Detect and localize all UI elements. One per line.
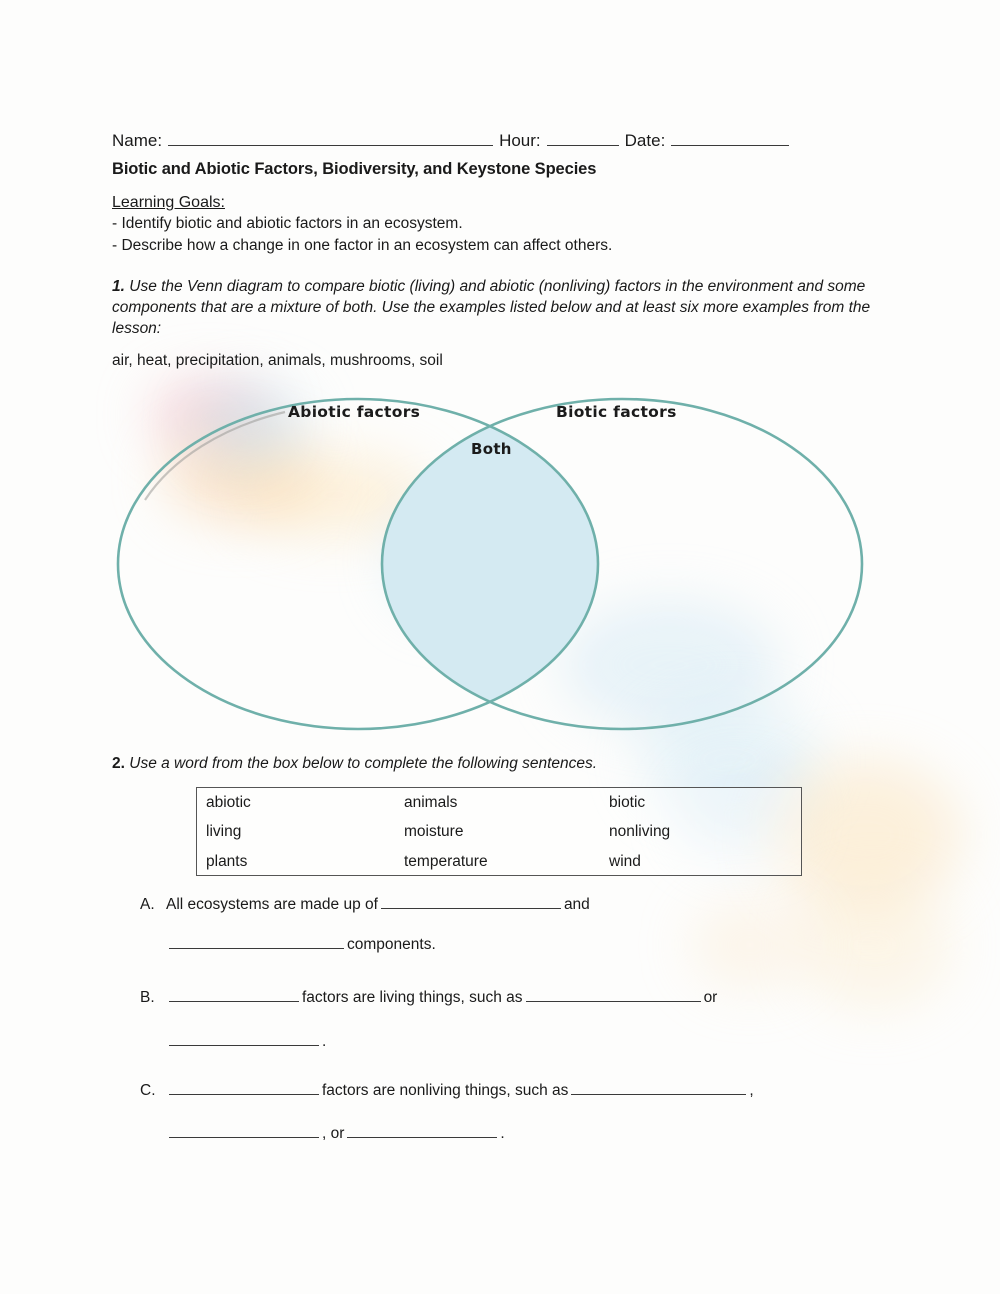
hour-blank[interactable] xyxy=(547,130,619,146)
item-c-line-2 xyxy=(166,1123,505,1143)
hour-label: Hour: xyxy=(499,131,541,150)
item-b-blank-2[interactable] xyxy=(526,987,701,1002)
item-a-line-1 xyxy=(140,894,590,914)
item-c-blank-1[interactable] xyxy=(169,1080,319,1095)
venn-overlap-region xyxy=(382,399,862,729)
item-c-blank-4[interactable] xyxy=(347,1123,497,1138)
item-c-line-1 xyxy=(140,1080,754,1100)
venn-label-both: Both xyxy=(471,440,512,458)
item-b-marker: B. xyxy=(140,989,155,1006)
word-bank-cell: wind xyxy=(609,852,641,870)
word-bank-row xyxy=(197,788,801,818)
learning-goal-1: - Identify biotic and abiotic factors in an ecosystem. xyxy=(112,215,463,232)
word-bank-cell: plants xyxy=(206,852,248,870)
item-a-blank-1[interactable] xyxy=(381,894,561,909)
word-bank-cell: temperature xyxy=(404,852,488,870)
question-2-prompt xyxy=(112,755,597,773)
scan-shadow-arc xyxy=(145,412,285,500)
question-1-examples: air, heat, precipitation, animals, mushrooms, soil xyxy=(112,352,443,369)
learning-goals-heading: Learning Goals: xyxy=(112,194,225,211)
item-c-text-mid-2: , or xyxy=(322,1125,345,1142)
word-bank-box xyxy=(196,787,802,876)
word-bank-cell: abiotic xyxy=(206,793,251,811)
item-b-blank-3[interactable] xyxy=(169,1031,319,1046)
item-b-line-1 xyxy=(140,987,717,1007)
venn-label-abiotic: Abiotic factors xyxy=(288,403,421,421)
venn-label-biotic: Biotic factors xyxy=(556,403,677,421)
item-a-text-end: components. xyxy=(347,936,436,953)
date-blank[interactable] xyxy=(671,130,789,146)
student-info-row xyxy=(112,130,872,151)
word-bank-row xyxy=(197,818,801,848)
item-a-line-2 xyxy=(166,934,436,954)
word-bank-row xyxy=(197,847,801,877)
word-bank-cell: living xyxy=(206,823,242,841)
learning-goal-2: - Describe how a change in one factor in an ecosystem can affect others. xyxy=(112,237,613,254)
name-blank[interactable] xyxy=(168,130,493,146)
item-c-blank-3[interactable] xyxy=(169,1123,319,1138)
question-1-number: 1. xyxy=(112,278,125,295)
question-1-text: Use the Venn diagram to compare biotic (living) and abiotic (nonliving) factors in the environment and some components that are a mixture of both. Use the examples listed below and at least six more examples from the lesson: xyxy=(112,278,871,337)
item-c-text-mid: factors are nonliving things, such as xyxy=(322,1082,569,1099)
word-bank-cell: moisture xyxy=(404,823,464,841)
item-a-text-pre: All ecosystems are made up of xyxy=(166,896,378,913)
item-b-blank-1[interactable] xyxy=(169,987,299,1002)
page-title: Biotic and Abiotic Factors, Biodiversity, and Keystone Species xyxy=(112,160,597,178)
word-bank-cell: animals xyxy=(404,793,458,811)
word-bank-cell: nonliving xyxy=(609,823,671,841)
question-2-number: 2. xyxy=(112,755,125,772)
watercolor-wash-peach-5 xyxy=(690,900,810,990)
watercolor-wash-peach-4 xyxy=(800,880,950,1010)
item-c-text-post: , xyxy=(749,1082,754,1099)
item-a-text-post: and xyxy=(563,896,590,913)
item-c-text-end: . xyxy=(500,1125,505,1142)
item-c-marker: C. xyxy=(140,1082,156,1099)
item-b-text-post: or xyxy=(703,989,718,1006)
item-b-text-mid: factors are living things, such as xyxy=(302,989,523,1006)
item-a-blank-2[interactable] xyxy=(169,934,344,949)
question-2-text: Use a word from the box below to complete the following sentences. xyxy=(129,755,598,772)
item-c-blank-2[interactable] xyxy=(571,1080,746,1095)
question-1-prompt xyxy=(112,276,877,339)
item-b-line-2 xyxy=(166,1031,326,1051)
item-a-marker: A. xyxy=(140,896,155,913)
venn-diagram xyxy=(105,392,875,737)
name-label: Name: xyxy=(112,131,163,150)
date-label: Date: xyxy=(624,131,666,150)
item-b-text-end: . xyxy=(322,1033,327,1050)
word-bank-cell: biotic xyxy=(609,793,646,811)
